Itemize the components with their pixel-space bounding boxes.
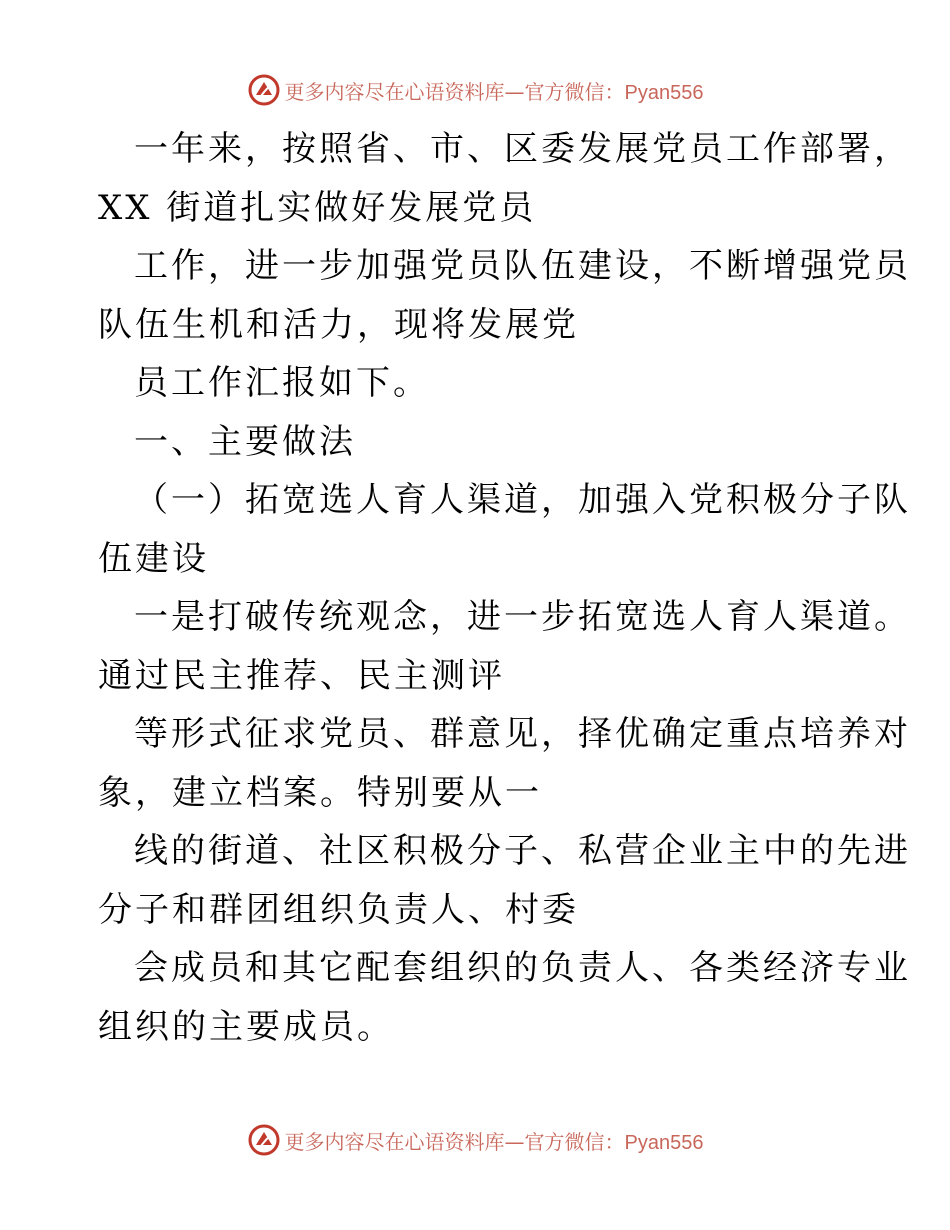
- footer-wechat-id: Pyan556: [624, 1131, 704, 1154]
- footer-banner: [0, 1120, 950, 1160]
- text-line: 一年来，按照省、市、区委发展党员工作部署，: [134, 129, 911, 169]
- text-line: 分子和群团组织负责人、村委: [98, 889, 579, 930]
- header-banner-text: [285, 76, 704, 105]
- footer-wechat-label: 官方微信：: [524, 1129, 625, 1154]
- text-line: 象，建立档案。特别要从一: [98, 772, 542, 813]
- logo-icon: [247, 1123, 281, 1157]
- text-line: 线的街道、社区积极分子、私营企业主中的先进: [134, 831, 911, 871]
- section-heading: 一、主要做法: [134, 421, 356, 462]
- text-line: XX 街道扎实做好发展党员: [98, 187, 537, 228]
- text-line: 组织的主要成员。: [98, 1006, 394, 1047]
- header-banner: [0, 70, 950, 110]
- text-line: 队伍生机和活力，现将发展党: [98, 304, 579, 345]
- text-line: 通过民主推荐、民主测评: [98, 655, 505, 696]
- header-site-name: 更多内容尽在心语资料库: [284, 79, 505, 104]
- header-wechat-id: Pyan556: [624, 81, 704, 104]
- header-wechat-label: 官方微信：: [524, 79, 625, 104]
- text-line: 一是打破传统观念，进一步拓宽选人育人渠道。: [134, 597, 911, 637]
- text-line: 员工作汇报如下。: [134, 363, 430, 403]
- logo-icon: [247, 73, 281, 107]
- footer-banner-text: [285, 1126, 704, 1155]
- header-dash: —: [504, 79, 525, 104]
- text-line: 工作，进一步加强党员队伍建设，不断增强党员: [134, 246, 911, 286]
- text-line: 等形式征求党员、群意见，择优确定重点培养对: [134, 714, 911, 754]
- document-body: [98, 120, 911, 1056]
- text-line: 会成员和其它配套组织的负责人、各类经济专业: [134, 948, 911, 988]
- footer-dash: —: [504, 1129, 525, 1154]
- subsection-heading: （一）拓宽选人育人渠道，加强入党积极分子队: [134, 480, 911, 520]
- subsection-heading-cont: 伍建设: [98, 538, 209, 579]
- footer-site-name: 更多内容尽在心语资料库: [284, 1129, 505, 1154]
